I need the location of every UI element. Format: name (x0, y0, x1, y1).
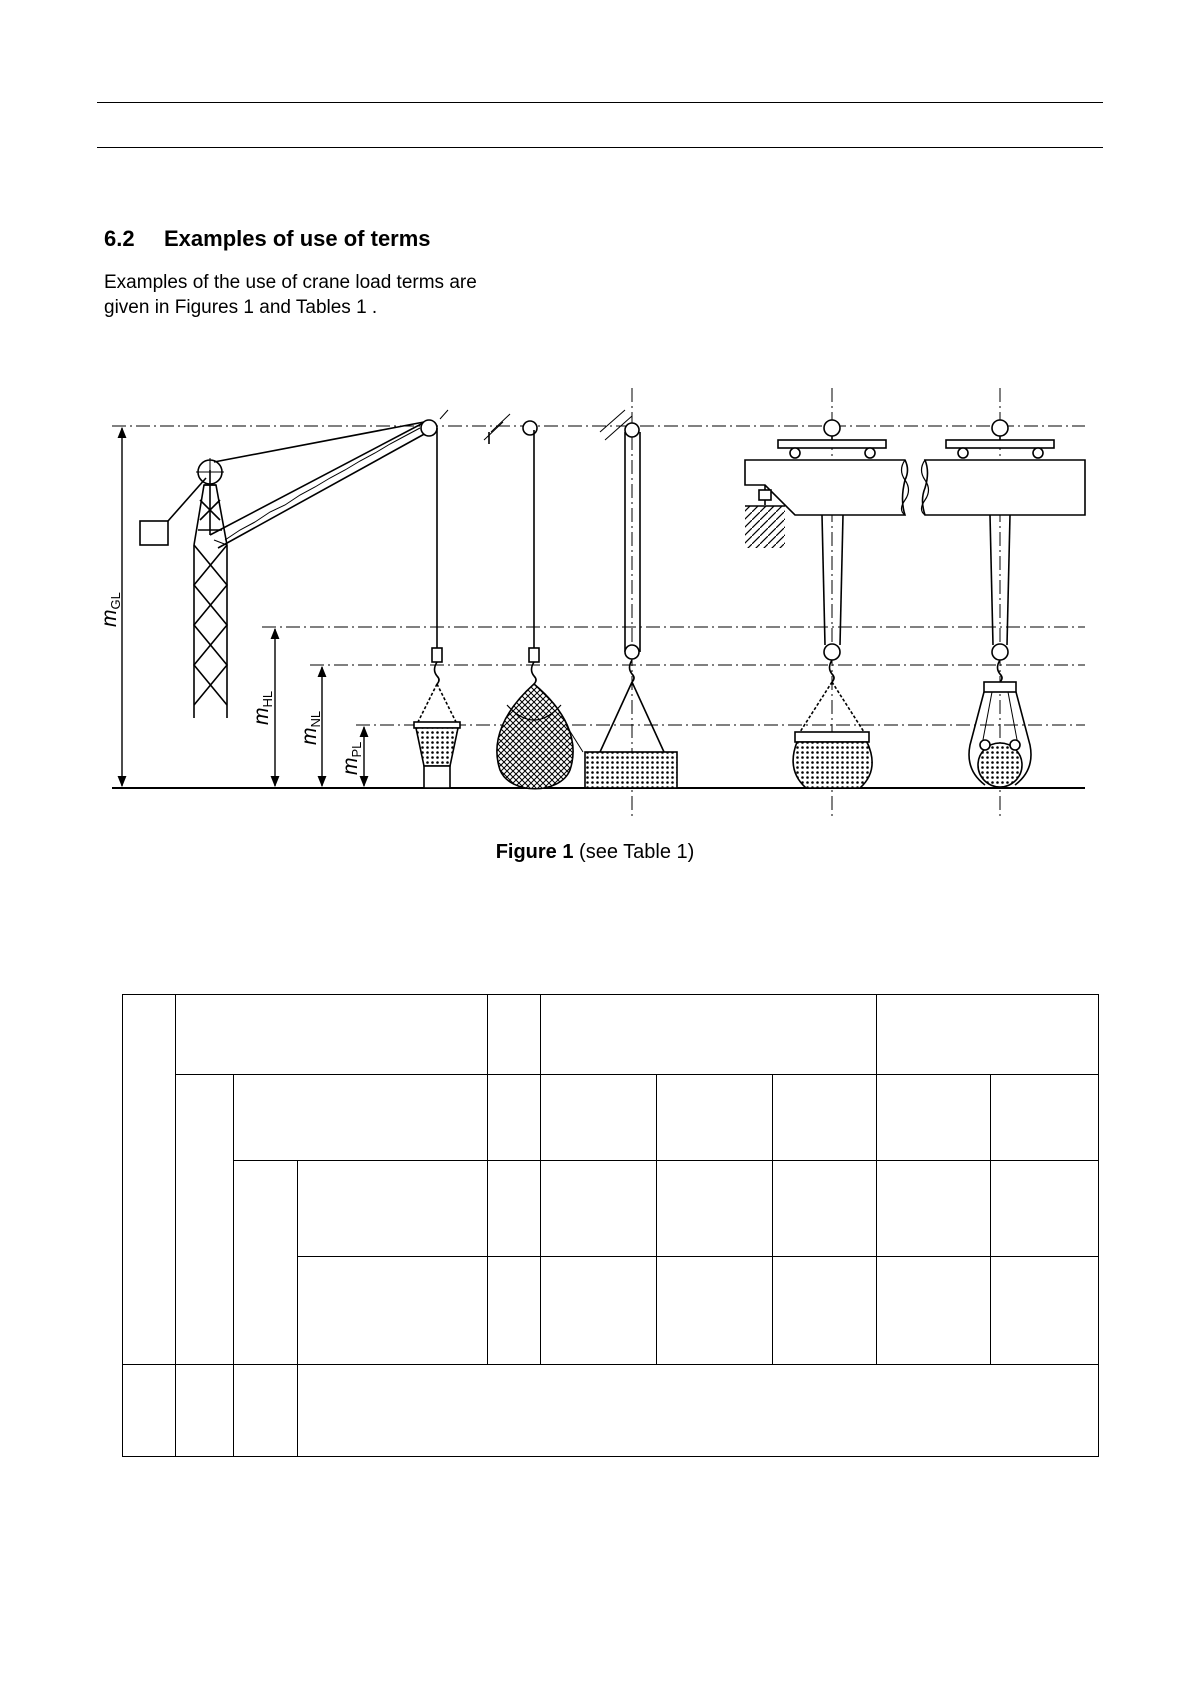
table-cell (657, 1257, 773, 1365)
table-cell (298, 1365, 1099, 1457)
table-cell (176, 1075, 234, 1365)
paragraph-line-1: Examples of the use of crane load terms are (104, 272, 477, 293)
table-cell (234, 1075, 488, 1161)
figure-caption (0, 841, 1190, 864)
m-hl-label: mHL (250, 690, 275, 725)
m-nl-label: mNL (298, 710, 323, 745)
paragraph-line-2: given in Figures 1 and Tables 1 . (104, 297, 378, 318)
table-cell (488, 1075, 541, 1161)
table-row (123, 1161, 1099, 1257)
table-cell (298, 1257, 488, 1365)
table-cell (176, 1365, 234, 1457)
table-row (123, 1365, 1099, 1457)
section-title: Examples of use of terms (164, 226, 431, 251)
m-gl-label: mGL (98, 592, 123, 627)
table-cell (877, 1075, 991, 1161)
gantry-crane-right (923, 420, 1086, 787)
table-cell (541, 995, 877, 1075)
table-row (123, 995, 1099, 1075)
table-cell (234, 1365, 298, 1457)
table-cell (123, 1365, 176, 1457)
table-cell (773, 1075, 877, 1161)
table-cell (234, 1161, 298, 1365)
table-cell (541, 1257, 657, 1365)
table-cell (991, 1161, 1099, 1257)
table-cell (991, 1257, 1099, 1365)
table-cell (773, 1161, 877, 1257)
crane-load-figure (0, 0, 1190, 840)
table-cell (298, 1161, 488, 1257)
table-cell (877, 1257, 991, 1365)
section-number: 6.2 (104, 226, 135, 251)
table-cell (877, 995, 1099, 1075)
table-cell (488, 995, 541, 1075)
table-cell (877, 1161, 991, 1257)
figure-caption-bold: Figure 1 (495, 841, 574, 863)
table-cell (657, 1075, 773, 1161)
table-cell (541, 1161, 657, 1257)
table-cell (773, 1257, 877, 1365)
table-cell (123, 995, 176, 1365)
beam-load (566, 410, 677, 788)
gantry-crane-left (745, 420, 908, 788)
table-cell (176, 995, 488, 1075)
table-1 (122, 994, 1099, 1457)
table-cell (991, 1075, 1099, 1161)
figure-caption-rest: (see Table 1) (573, 841, 695, 863)
table-cell (657, 1161, 773, 1257)
m-pl-label: mPL (339, 741, 364, 775)
bucket-load (414, 648, 460, 788)
table-cell (488, 1257, 541, 1365)
tower-crane (140, 410, 448, 718)
table-row (123, 1075, 1099, 1161)
table-cell (541, 1075, 657, 1161)
table-cell (488, 1161, 541, 1257)
net-load (484, 414, 573, 789)
